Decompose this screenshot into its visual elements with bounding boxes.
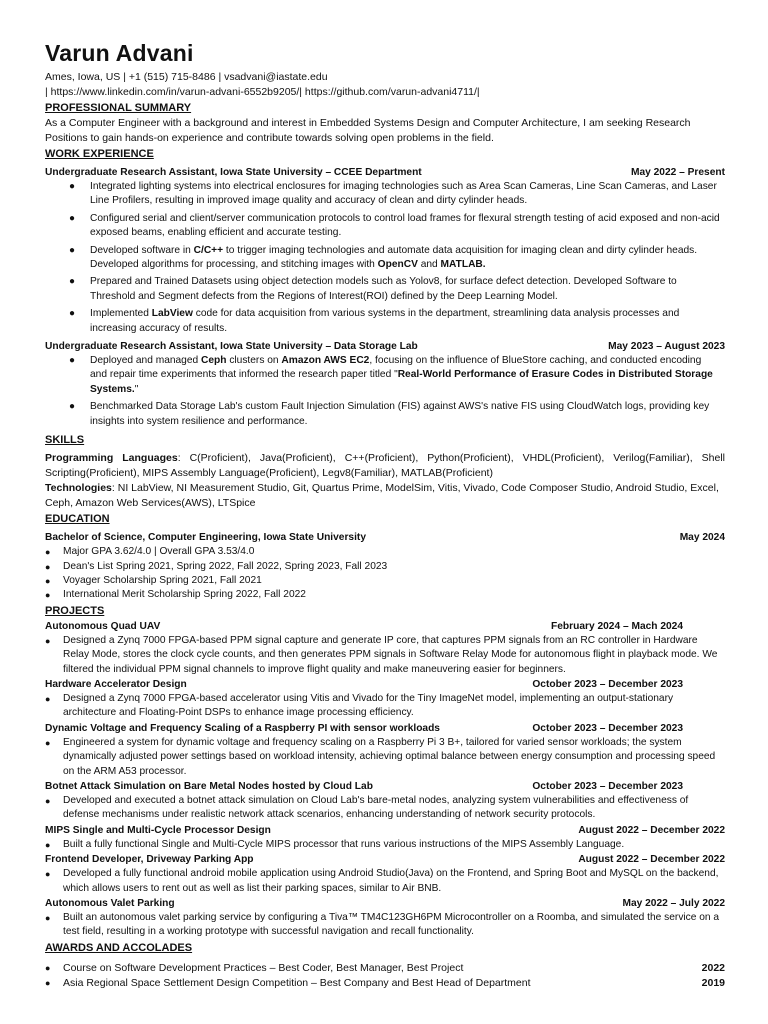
- job-header: [45, 165, 725, 180]
- project-desc: ● Built a fully functional Single and Multi-Cycle MIPS processor that runs various instructions of the MIPS Assembly Language.: [45, 838, 725, 852]
- job-date: May 2022 – Present: [630, 167, 725, 178]
- award-row: ● Asia Regional Space Settlement Design Competition – Best Company and Best Head of Department 2019: [45, 976, 725, 989]
- job-bullets: [45, 354, 725, 429]
- bullet-icon: ●: [45, 693, 51, 704]
- bullet-icon: ●: [45, 575, 51, 586]
- job-bullet: ● Deployed and managed Ceph clusters on Amazon AWS EC2, focusing on the influence of BlueStore caching, and conducted encoding and repair time experiments that informed the research paper titled "Real-World Performance of Erasure Codes in Distributed Storage Systems.": [69, 355, 713, 395]
- project-header: Autonomous Quad UAV February 2024 – Mach 2024: [45, 620, 683, 632]
- summary-heading: PROFESSIONAL SUMMARY: [45, 102, 192, 114]
- project-header: Hardware Accelerator Design October 2023 – December 2023: [45, 678, 683, 690]
- bullet-icon: ●: [69, 212, 76, 224]
- education-item: ● Dean's List Spring 2021, Spring 2022, Fall 2022, Spring 2023, Fall 2023: [45, 560, 725, 574]
- candidate-name: Varun Advani: [45, 40, 194, 66]
- bullet-icon: ●: [69, 181, 76, 192]
- project-header: Frontend Developer, Driveway Parking App August 2022 – December 2022: [45, 854, 725, 866]
- project-desc: ● Designed a Zynq 7000 FPGA-based accelerator using Vitis and Vivado for the Tiny ImageNet model, implementing an output-stationary architecture and Floating-Point DSPs to enhance image processing efficiency.: [45, 692, 674, 719]
- project-header: Autonomous Valet Parking May 2022 – July 2022: [45, 898, 725, 909]
- job-bullet: ● Integrated lighting systems into electrical enclosures for imaging technologies such as Area Scan Cameras, Line Scan Cameras, and Laser Line Profilers, resulting in improved image quality and accuracy of clean and dirty cylinder heads.: [69, 181, 717, 207]
- bullet-icon: ●: [45, 635, 51, 646]
- project-header: MIPS Single and Multi-Cycle Processor Design August 2022 – December 2022: [45, 824, 725, 836]
- degree-row: [45, 530, 725, 545]
- skills-technologies: Technologies: NI LabView, NI Measurement Studio, Git, Quartus Prime, ModelSim, Vitis, Vivado, Code Composer Studio, Android Studio, Excel, Ceph, Amazon Web Services(AWS), LTSpice: [45, 482, 719, 510]
- job-header: [45, 339, 725, 354]
- job-title: Undergraduate Research Assistant, Iowa State University – CCEE Department: [45, 167, 422, 178]
- project-header: Botnet Attack Simulation on Bare Metal Nodes hosted by Cloud Lab October 2023 – December 2023: [45, 780, 683, 792]
- bullet-icon: ●: [45, 590, 51, 601]
- project-desc: ● Engineered a system for dynamic voltage and frequency scaling on a Raspberry Pi 3 B+, tailored for varied sensor workloads; the system dynamically adjusted power settings based on workload intensity, achieving optimal balance between energy consumption and processing speed on the ARM A53 processor.: [45, 736, 716, 777]
- awards-heading: AWARDS AND ACCOLADES: [45, 941, 193, 954]
- skills-heading: SKILLS: [45, 434, 85, 447]
- bullet-icon: ●: [45, 795, 51, 806]
- summary-text: As a Computer Engineer with a background and interest in Embedded Systems Design and Computer Architecture, I am seeking Research Positions to gain hands-on experience and contribute towards solving open problems in the field.: [45, 117, 691, 144]
- job-bullet: ● Configured serial and client/server communication protocols to control load frames for flexural strength testing of acid exposed and non-acid exposed beams, enabling efficient and accurate testing.: [69, 212, 720, 239]
- project-desc: ● Developed and executed a botnet attack simulation on Cloud Lab's bare-metal nodes, analyzing system vulnerabilities and effectiveness of defense mechanisms under realistic network attack scenarios, enhancing understanding of network security protocols.: [45, 794, 689, 821]
- project-header: Dynamic Voltage and Frequency Scaling of a Raspberry PI with sensor workloads October 2023 – December 2023: [45, 722, 683, 734]
- bullet-icon: ●: [45, 962, 51, 973]
- resume-page: [45, 40, 725, 991]
- projects-heading: PROJECTS: [45, 604, 105, 617]
- education-item: ● Voyager Scholarship Spring 2021, Fall 2021: [45, 574, 725, 588]
- education-list: [45, 545, 725, 603]
- bullet-icon: ●: [45, 547, 51, 558]
- bullet-icon: ●: [69, 244, 76, 256]
- skills-languages: Programming Languages: C(Proficient), Java(Proficient), C++(Proficient), Python(Proficient), VHDL(Proficient), Verilog(Familiar), Shell Scripting(Proficient), MIPS Assembly Language(Proficient), Legv8(Familiar), MATLAB(Proficient): [45, 452, 725, 480]
- job-bullet: ● Prepared and Trained Datasets using object detection models such as Yolov8, for surface defect detection. Developed Software to Threshold and Segment defects from the Regions of Interest(ROI) defined by the Deep Learning Model.: [69, 276, 677, 302]
- award-row: ● Course on Software Development Practices – Best Coder, Best Manager, Best Project 2022: [45, 961, 725, 974]
- bullet-icon: ●: [45, 839, 51, 850]
- bullet-icon: ●: [45, 737, 51, 748]
- education-item: ● Major GPA 3.62/4.0 | Overall GPA 3.53/4.0: [45, 545, 725, 559]
- job-date: May 2023 – August 2023: [608, 341, 725, 353]
- bullet-icon: ●: [69, 276, 76, 288]
- bullet-icon: ●: [69, 355, 76, 367]
- contact-line: Ames, Iowa, US | +1 (515) 715-8486 | vsadvani@iastate.edu: [45, 71, 328, 83]
- bullet-icon: ●: [45, 977, 51, 988]
- education-item: ● International Merit Scholarship Spring 2022, Fall 2022: [45, 588, 725, 602]
- project-desc: ● Built an autonomous valet parking service by configuring a Tiva™ TM4C123GH6PM Microcontroller on a Roomba, and simulated the service on a test field, resulting in a working prototype with successful navigation and recall functionality.: [45, 912, 720, 938]
- education-heading: EDUCATION: [45, 513, 110, 526]
- job-bullet: ● Benchmarked Data Storage Lab's custom Fault Injection Simulation (FIS) against AWS's native FIS using CloudWatch logs, providing key insights into system resilience and performance.: [69, 401, 710, 427]
- bullet-icon: ●: [69, 308, 76, 320]
- job-bullets: [45, 180, 725, 336]
- project-desc: ● Designed a Zynq 7000 FPGA-based PPM signal capture and generate IP core, that captures PPM signals from an RC controller in Hardware Relay Mode, stores the clock cycle counts, and then generates PPM signals in Software Relay Mode for autonomous flight in playback mode. We filtered the individual PPM signal channels to improve flight quality and make maneuvering easier for beginners.: [45, 634, 718, 675]
- project-desc: ● Developed a fully functional android mobile application using Android Studio(Java) on the Frontend, and Spring Boot and MySQL on the backend, which allows users to rent out as well as list their parking spaces, similar to Air BNB.: [45, 868, 719, 894]
- bullet-icon: ●: [45, 869, 51, 880]
- bullet-icon: ●: [45, 561, 51, 572]
- degree-date: May 2024: [679, 532, 725, 544]
- bullet-icon: ●: [45, 913, 51, 923]
- job-bullet: ● Developed software in C/C++ to trigger imaging technologies and automate data acquisition for imaging clean and dirty cylinder heads. Developed algorithms for processing, and stitching images with OpenCV and MATLAB.: [69, 244, 698, 271]
- work-heading: WORK EXPERIENCE: [45, 148, 154, 160]
- job-title: Undergraduate Research Assistant, Iowa State University – Data Storage Lab: [45, 341, 418, 353]
- bullet-icon: ●: [69, 401, 76, 413]
- links-line: | https://www.linkedin.com/in/varun-advani-6552b9205/| https://github.com/varun-advani4711/|: [45, 86, 480, 98]
- job-bullet: ● Implemented LabView code for data acquisition from various systems in the department, streamlining data analysis processes and increasing accuracy of results.: [69, 308, 680, 334]
- degree-title: Bachelor of Science, Computer Engineering, Iowa State University: [45, 532, 366, 544]
